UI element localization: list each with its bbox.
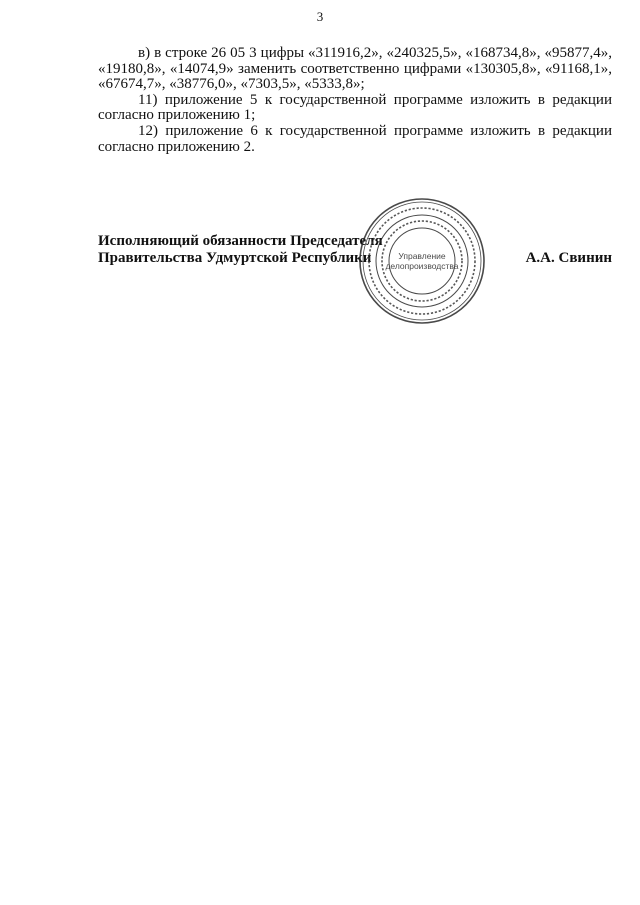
signature-block	[98, 233, 612, 267]
document-body	[98, 46, 612, 155]
signatory-title-line-2: Правительства Удмуртской Республики	[98, 250, 372, 266]
signatory-name: А.А. Свинин	[525, 250, 612, 266]
paragraph-12: 12) приложение 6 к государственной программе изложить в редакции согласно приложению 2.	[98, 122, 612, 155]
stamp-center-line-1: Управление	[398, 251, 446, 261]
signatory-title-line-1: Исполняющий обязанности Председателя	[98, 233, 383, 249]
official-stamp	[357, 196, 487, 326]
paragraph-11: 11) приложение 5 к государственной программе изложить в редакции согласно приложению 1;	[98, 91, 612, 124]
paragraph-v: в) в строке 26 05 3 цифры «311916,2», «240325,5», «168734,8», «95877,4», «19180,8», «14074,9» заменить соответственно цифрами «130305,8», «91168,1», «67674,7», «38776,0», «7303,5», «5333,8»;	[98, 45, 612, 93]
stamp-center-line-2: делопроизводства	[385, 261, 459, 271]
page-number: 3	[316, 9, 324, 24]
